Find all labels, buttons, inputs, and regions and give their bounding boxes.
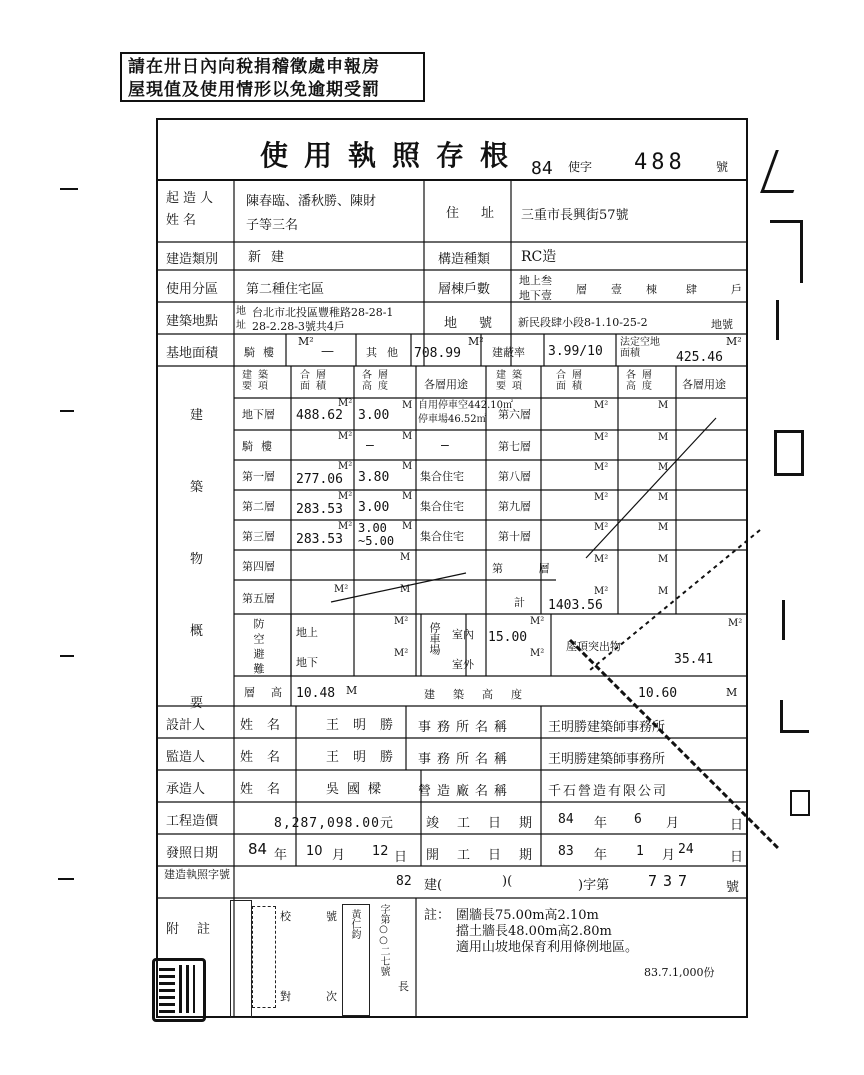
- site-label: 建築地點: [166, 314, 219, 329]
- margin-handwriting: [770, 220, 803, 283]
- form-title: 使用執照存根: [260, 139, 525, 172]
- permit-hao: 號: [716, 160, 729, 174]
- permit-no-end: )字第: [578, 878, 610, 893]
- permit-word: 使字: [568, 160, 593, 174]
- roof-value: 35.41: [674, 652, 714, 667]
- lot-label: 地號: [444, 316, 515, 331]
- parking-label: 停車場: [428, 622, 441, 655]
- zone-label: 使用分區: [166, 282, 219, 297]
- head-height: 各層高度: [362, 370, 394, 392]
- roof-unit: M²: [728, 618, 743, 629]
- floors-above: 地上叁: [519, 274, 552, 287]
- form-footer: 83.7.1,000份: [644, 966, 715, 979]
- row-name-right: 第六層: [498, 408, 531, 421]
- tear-line: [560, 520, 820, 860]
- row-height-unit: M: [658, 400, 669, 411]
- contractor-label: 承造人: [166, 782, 206, 797]
- other-label: 其他: [366, 346, 408, 359]
- stamp-char: 校: [280, 910, 291, 923]
- parking-outdoor: 室外: [452, 658, 474, 671]
- row-height-unit: M: [400, 552, 411, 563]
- floor-height-value: 10.48: [296, 686, 336, 701]
- permit-no-number: 737: [648, 872, 694, 890]
- side-char: 築: [190, 480, 204, 495]
- roof-label: 屋頂突出物: [566, 640, 621, 653]
- row-area-unit: M²: [338, 491, 353, 502]
- side-char: 概: [190, 624, 204, 639]
- row-height-unit: M: [658, 462, 669, 473]
- row-name-right: 第 層: [492, 562, 566, 575]
- office-label: 事務所名稱: [418, 752, 514, 767]
- remarks-line-2: 擋土牆長48.00m高2.80m: [456, 924, 612, 939]
- head-item-right: 建築要項: [496, 370, 528, 392]
- row-name-right: 第十層: [498, 530, 531, 543]
- head-use-right: 各層用途: [682, 378, 726, 391]
- row-area-unit: M²: [338, 431, 353, 442]
- margin-mark: [60, 188, 78, 190]
- stamp-char: 次: [326, 990, 337, 1003]
- margin-mark: [60, 655, 74, 657]
- firm-label: 營造廠名稱: [418, 784, 514, 799]
- notice-stamp: [120, 52, 425, 102]
- shelter-unit: M²: [394, 648, 409, 659]
- row-name: 第三層: [242, 530, 275, 543]
- ri: 日: [730, 850, 744, 865]
- site-zhi: 址: [236, 320, 246, 331]
- row-name-right: 第八層: [498, 470, 531, 483]
- row-name: 第二層: [242, 500, 275, 513]
- row-height: 3.00: [358, 408, 390, 423]
- row-name: 第一層: [242, 470, 275, 483]
- row-name: 第四層: [242, 560, 275, 573]
- row-area-unit: M²: [338, 461, 353, 472]
- issue-month: 10: [306, 844, 323, 859]
- row-area: 277.06: [296, 472, 343, 487]
- floors-hu: 戶: [731, 283, 742, 296]
- permit-no-jian: 建(: [424, 878, 443, 893]
- row-name: 騎樓: [242, 440, 280, 453]
- issue-day: 12: [372, 844, 389, 859]
- stamp-char: 長: [398, 980, 409, 993]
- ri: 日: [394, 850, 408, 865]
- row-height: 3.80: [358, 470, 390, 485]
- supervisor-label: 監造人: [166, 750, 206, 765]
- margin-mark: [60, 410, 74, 412]
- floor-height-unit: M: [346, 684, 358, 697]
- address-label: 住址: [446, 206, 517, 221]
- remarks-line-1: 圍牆長75.00m高2.10m: [456, 908, 599, 923]
- start-month: 1: [636, 844, 644, 859]
- row-area: 283.53: [296, 532, 343, 547]
- start-day: 24: [678, 842, 694, 857]
- coverage-value: 3.99/10: [548, 344, 603, 359]
- floor-height-label: 層高: [244, 686, 298, 699]
- row-height: 3.00: [358, 500, 390, 515]
- finish-label: 竣工日期: [426, 816, 551, 831]
- row-height-unit: M: [658, 554, 669, 565]
- margin-handwriting: [776, 300, 799, 340]
- floors-ceng: 層: [576, 283, 587, 296]
- site-addr-1: 台北市北投區豐稚路28-28-1: [252, 306, 394, 319]
- side-char: 要: [190, 696, 204, 711]
- site-di: 地: [236, 306, 246, 317]
- lot-value: 新民段肆小段8-1.10-25-2: [518, 316, 648, 329]
- remarks-line-3: 適用山坡地保育利用條例地區。: [456, 940, 639, 955]
- row-area-unit: M²: [334, 584, 349, 595]
- row-area: 488.62: [296, 408, 343, 423]
- stamp-box: [252, 906, 276, 1008]
- row-area-unit: M²: [594, 586, 609, 597]
- ri: 日: [730, 818, 744, 833]
- row-area-unit: M²: [594, 492, 609, 503]
- row-area-unit: M²: [594, 522, 609, 533]
- floors-units: 肆: [686, 283, 697, 296]
- notice-line-1: 請在卅日內向稅捐稽徵處申報房: [128, 57, 380, 77]
- permit-number: 488: [634, 150, 686, 175]
- row-use-1: 集合住宅: [420, 530, 464, 543]
- start-year: 83: [558, 844, 574, 859]
- yue: 月: [666, 816, 680, 831]
- row-height-unit: M: [402, 461, 413, 472]
- row-area-unit: M²: [594, 400, 609, 411]
- total-label: 計: [514, 596, 525, 609]
- row-use-1: 自用停車空442.10㎡: [418, 400, 513, 411]
- arcade-value: —: [321, 344, 334, 359]
- parking-unit: M²: [530, 616, 545, 627]
- bldg-height-unit: M: [726, 686, 738, 699]
- row-height-unit: M: [658, 432, 669, 443]
- seal-pattern: [159, 965, 175, 1013]
- overview-side-label: [190, 380, 210, 740]
- margin-mark: [58, 878, 74, 880]
- other-value: 708.99: [414, 346, 461, 361]
- row-name: 第五層: [242, 592, 275, 605]
- open-unit: M²: [726, 335, 742, 348]
- row-height-unit: M: [402, 400, 413, 411]
- floors-count: 壹: [611, 283, 622, 296]
- permit-no-hao: 號: [726, 880, 740, 895]
- row-use-1: 集合住宅: [420, 500, 464, 513]
- row-area-unit: M²: [338, 521, 353, 532]
- margin-handwriting: [774, 430, 804, 476]
- build-type-value: 新建: [248, 250, 295, 265]
- head-use: 各層用途: [424, 378, 468, 391]
- site-addr-2: 28-2.28-3號共4戶: [252, 320, 345, 333]
- supervisor-name: 王明勝: [326, 750, 408, 765]
- finish-year: 84: [558, 812, 574, 827]
- shelter-above: 地上: [296, 626, 318, 639]
- name-label: 姓名: [240, 782, 295, 797]
- round-seal: [152, 958, 206, 1022]
- shelter-below: 地下: [296, 656, 318, 669]
- owner-line-1: 陳春臨、潘秋勝、陳財: [246, 194, 377, 209]
- stamp-column: 字第○○二七號: [378, 904, 389, 976]
- row-name-right: 第九層: [498, 500, 531, 513]
- bldg-height-value: 10.60: [638, 686, 678, 701]
- total-area: 1403.56: [548, 598, 603, 613]
- row-area-unit: M²: [594, 462, 609, 473]
- row-area-unit: M²: [338, 398, 353, 409]
- finish-month: 6: [634, 812, 642, 827]
- yue: 月: [662, 848, 676, 863]
- row-use-2: 停車場46.52㎡: [418, 414, 487, 425]
- name-label: 姓名: [240, 750, 295, 765]
- head-item: 建築要項: [242, 370, 274, 392]
- structure-value: RC造: [521, 249, 557, 265]
- supervisor-office: 王明勝建築師事務所: [548, 752, 666, 767]
- shelter-unit: M²: [394, 616, 409, 627]
- row-height-unit: M: [402, 491, 413, 502]
- parking-indoor-value: 15.00: [488, 630, 528, 645]
- row-height-unit: M: [658, 492, 669, 503]
- designer-label: 設計人: [166, 718, 206, 733]
- parking-unit: M²: [530, 648, 545, 659]
- row-height-unit: M: [400, 584, 411, 595]
- designer-name: 王明勝: [326, 718, 408, 733]
- side-char: 建: [190, 408, 204, 423]
- office-label: 事務所名稱: [418, 720, 514, 735]
- permit-no-label: 建造執照字號: [164, 868, 230, 881]
- row-area-unit: M²: [594, 554, 609, 565]
- notice-line-2: 屋現值及使用情形以免逾期受罰: [128, 80, 380, 100]
- row-height: 3.00 ~5.00: [358, 521, 395, 548]
- row-name-right: 第七層: [498, 440, 531, 453]
- designer-office: 王明勝建築師事務所: [548, 720, 666, 735]
- row-height-unit: M: [658, 522, 669, 533]
- parking-indoor: 室內: [452, 628, 474, 641]
- contractor-name: 吳國樑: [326, 782, 390, 797]
- floors-dong: 棟: [646, 283, 657, 296]
- open-label: 法定空地面積: [620, 337, 660, 359]
- arcade-label: 騎樓: [244, 346, 282, 359]
- row-use-1: 集合住宅: [420, 470, 464, 483]
- row-name: 地下層: [242, 408, 275, 421]
- nian: 年: [594, 816, 608, 831]
- zone-value: 第二種住宅區: [246, 282, 325, 297]
- margin-handwriting: [760, 150, 809, 193]
- owner-line-2: 子等三名: [246, 218, 299, 233]
- row-area-unit: M²: [594, 432, 609, 443]
- row-height-unit: M: [402, 521, 413, 532]
- nian: 年: [274, 848, 288, 863]
- coverage-label: 建蔽率: [492, 346, 525, 359]
- arcade-unit: M²: [298, 335, 314, 348]
- stamp-char: 號: [326, 910, 337, 923]
- yue: 月: [332, 848, 346, 863]
- stamp-strip: [230, 900, 252, 1018]
- head-height-right: 各層高度: [626, 370, 658, 392]
- stamp-char: 對: [280, 990, 291, 1003]
- issue-year: 84: [248, 840, 268, 858]
- floors-below: 地下壹: [519, 289, 552, 302]
- permit-no-mid: )(: [502, 874, 513, 889]
- open-value: 425.46: [676, 350, 723, 365]
- floors-label: 層棟戶數: [438, 282, 491, 297]
- official-seal: [342, 904, 370, 1016]
- name-label: 姓名: [240, 718, 295, 733]
- other-unit: M²: [468, 335, 484, 348]
- head-area-right: 合層面積: [556, 370, 588, 392]
- stamp-name: 黃仁鈞: [349, 909, 360, 939]
- permit-no-year: 82: [396, 874, 412, 889]
- nian: 年: [594, 848, 608, 863]
- bldg-height-label: 建築高度: [424, 688, 540, 701]
- contractor-firm: 千石營造有限公司: [548, 784, 669, 799]
- area-label: 基地面積: [166, 346, 219, 361]
- row-height-unit: M: [402, 431, 413, 442]
- owner-label: 起造人姓名: [166, 191, 218, 228]
- permit-year: 84: [531, 158, 553, 179]
- lot-suffix: 地號: [711, 318, 733, 331]
- structure-label: 構造種類: [438, 252, 491, 267]
- side-char: 物: [190, 552, 204, 567]
- head-area: 合層面積: [300, 370, 332, 392]
- issue-label: 發照日期: [166, 846, 219, 861]
- cost-label: 工程造價: [166, 814, 219, 829]
- cost-value: 8,287,098.00元: [274, 816, 394, 831]
- remarks-label: 附註: [166, 922, 229, 937]
- shelter-label: 防空避難: [252, 618, 265, 678]
- seal-pattern: [179, 965, 195, 1013]
- build-type-label: 建造類別: [166, 252, 219, 267]
- start-label: 開工日期: [426, 848, 551, 863]
- remarks-zhu: 註：: [424, 908, 451, 923]
- row-height: —: [366, 438, 374, 453]
- row-area: 283.53: [296, 502, 343, 517]
- row-use-1: —: [441, 438, 449, 453]
- row-height-unit: M: [658, 586, 669, 597]
- address-value: 三重市長興街57號: [521, 208, 629, 223]
